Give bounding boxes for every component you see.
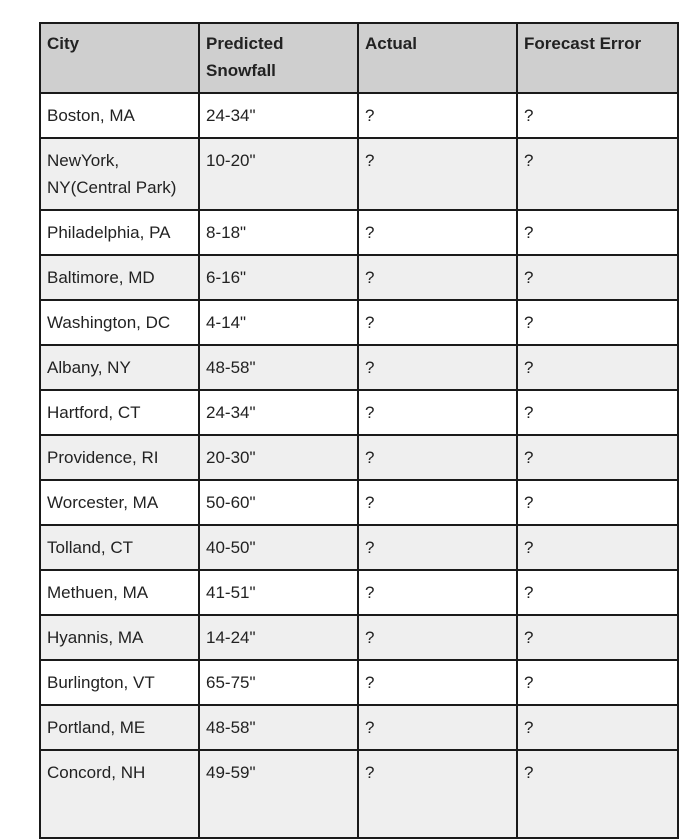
- city-cell: Burlington, VT: [40, 660, 199, 705]
- predicted-cell: 41-51": [199, 570, 358, 615]
- city-cell: Washington, DC: [40, 300, 199, 345]
- table-row: [40, 480, 678, 525]
- actual-cell: ?: [358, 615, 517, 660]
- error-cell: ?: [517, 660, 678, 705]
- error-cell: ?: [517, 93, 678, 138]
- table-row: [40, 93, 678, 138]
- actual-cell: ?: [358, 480, 517, 525]
- table-row: [40, 525, 678, 570]
- error-cell: ?: [517, 210, 678, 255]
- error-cell: ?: [517, 525, 678, 570]
- actual-cell: ?: [358, 255, 517, 300]
- city-cell: Boston, MA: [40, 93, 199, 138]
- predicted-cell: 49-59": [199, 750, 358, 838]
- actual-cell: ?: [358, 390, 517, 435]
- error-cell: ?: [517, 705, 678, 750]
- header-actual: Actual: [358, 23, 517, 93]
- actual-cell: ?: [358, 138, 517, 210]
- table-row: [40, 705, 678, 750]
- table-container: [39, 22, 679, 839]
- predicted-cell: 6-16": [199, 255, 358, 300]
- actual-cell: ?: [358, 300, 517, 345]
- error-cell: ?: [517, 390, 678, 435]
- table-row: [40, 138, 678, 210]
- city-cell: NewYork, NY(Central Park): [40, 138, 199, 210]
- actual-cell: ?: [358, 660, 517, 705]
- city-cell: Hartford, CT: [40, 390, 199, 435]
- header-city: City: [40, 23, 199, 93]
- city-cell: Baltimore, MD: [40, 255, 199, 300]
- table-row: [40, 615, 678, 660]
- error-cell: ?: [517, 435, 678, 480]
- error-cell: ?: [517, 570, 678, 615]
- actual-cell: ?: [358, 570, 517, 615]
- city-cell: Concord, NH: [40, 750, 199, 838]
- actual-cell: ?: [358, 210, 517, 255]
- city-cell: Hyannis, MA: [40, 615, 199, 660]
- city-cell: Tolland, CT: [40, 525, 199, 570]
- predicted-cell: 24-34": [199, 390, 358, 435]
- error-cell: ?: [517, 750, 678, 838]
- city-cell: Methuen, MA: [40, 570, 199, 615]
- error-cell: ?: [517, 138, 678, 210]
- predicted-cell: 50-60": [199, 480, 358, 525]
- error-cell: ?: [517, 255, 678, 300]
- table-row: [40, 750, 678, 838]
- city-cell: Worcester, MA: [40, 480, 199, 525]
- table-row: [40, 660, 678, 705]
- table-row: [40, 345, 678, 390]
- table-row: [40, 570, 678, 615]
- actual-cell: ?: [358, 345, 517, 390]
- error-cell: ?: [517, 300, 678, 345]
- predicted-cell: 65-75": [199, 660, 358, 705]
- actual-cell: ?: [358, 705, 517, 750]
- predicted-cell: 20-30": [199, 435, 358, 480]
- city-cell: Philadelphia, PA: [40, 210, 199, 255]
- predicted-cell: 8-18": [199, 210, 358, 255]
- actual-cell: ?: [358, 93, 517, 138]
- predicted-cell: 40-50": [199, 525, 358, 570]
- table-row: [40, 210, 678, 255]
- predicted-cell: 24-34": [199, 93, 358, 138]
- actual-cell: ?: [358, 435, 517, 480]
- header-predicted-snowfall: Predicted Snowfall: [199, 23, 358, 93]
- table-row: [40, 435, 678, 480]
- actual-cell: ?: [358, 750, 517, 838]
- table-row: [40, 255, 678, 300]
- error-cell: ?: [517, 615, 678, 660]
- table-row: [40, 300, 678, 345]
- city-cell: Portland, ME: [40, 705, 199, 750]
- city-cell: Providence, RI: [40, 435, 199, 480]
- snowfall-forecast-table: [39, 22, 679, 839]
- predicted-cell: 14-24": [199, 615, 358, 660]
- predicted-cell: 10-20": [199, 138, 358, 210]
- header-forecast-error: Forecast Error: [517, 23, 678, 93]
- error-cell: ?: [517, 345, 678, 390]
- city-cell: Albany, NY: [40, 345, 199, 390]
- header-row: [40, 23, 678, 93]
- predicted-cell: 48-58": [199, 705, 358, 750]
- predicted-cell: 4-14": [199, 300, 358, 345]
- actual-cell: ?: [358, 525, 517, 570]
- table-row: [40, 390, 678, 435]
- error-cell: ?: [517, 480, 678, 525]
- predicted-cell: 48-58": [199, 345, 358, 390]
